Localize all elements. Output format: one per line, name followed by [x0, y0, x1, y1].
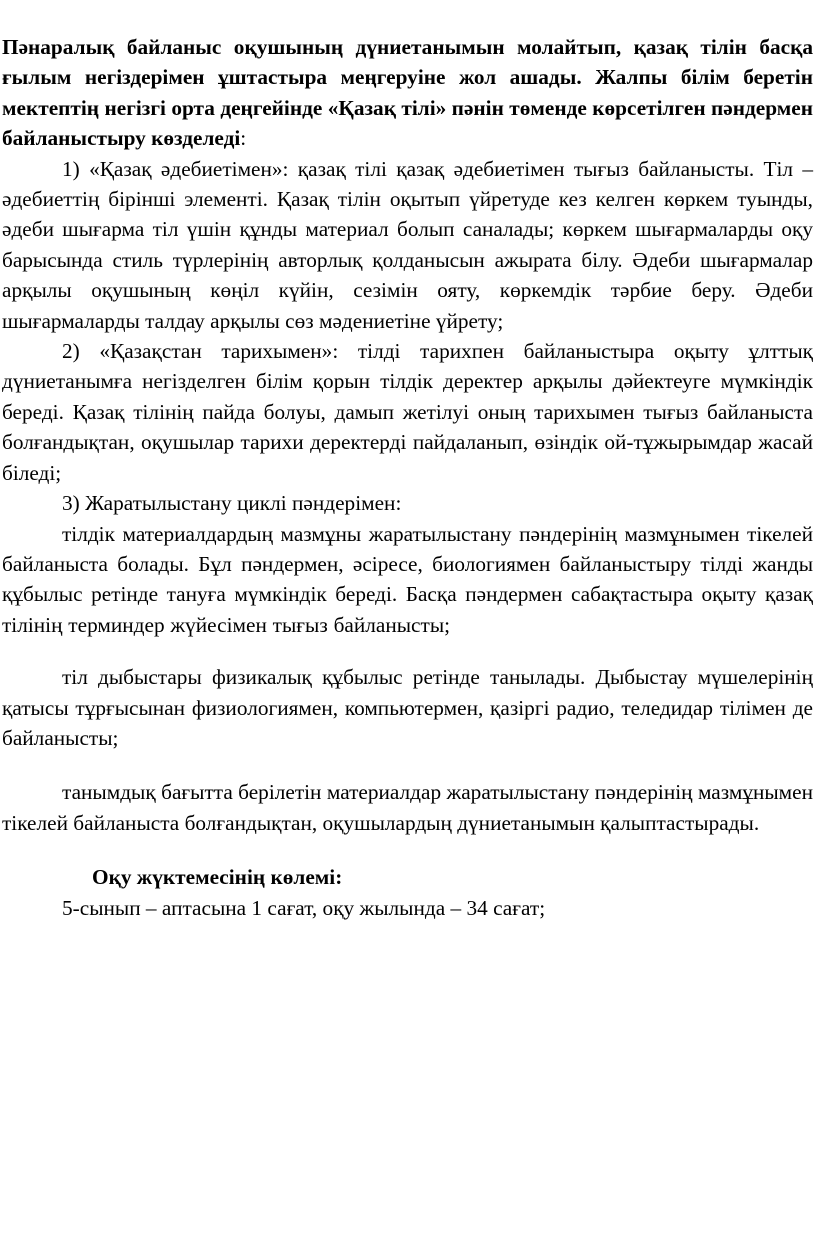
spacer: [2, 753, 813, 777]
item3-paragraph-2: тіл дыбыстары физикалық құбылыс ретінде танылады. Дыбыстау мүшелерінің қатысы тұрғысынан физиологиямен, компьютермен, қазіргі радио, теледидар тілімен де байланысты;: [2, 665, 813, 750]
intro-bold-text: Пәнаралық байланыс оқушының дүниетанымын молайтып, қазақ тілін басқа ғылым негіздерімен ұштастыра меңгеруіне жол ашады. Жалпы білім беретін мектептің негізгі орта деңгейінде «Қазақ тілі» пәнін төменде көрсетілген пәндермен байланыстыру көзделеді: [2, 35, 813, 151]
workload-heading: Оқу жүктемесінің көлемі:: [92, 865, 343, 890]
item1-literature: 1) «Қазақ әдебиетімен»: қазақ тілі қазақ әдебиетімен тығыз байланысты. Тіл – әдебиеттің бірінші элементі. Қазақ тілін оқытып үйретуде кез келген көркем туынды, әдеби шығарма тіл үшін құнды материал болып саналады; көркем шығармаларды оқу барысында стиль түрлерінің авторлық қолданысын ажырата білу. Әдеби шығармалар арқылы оқушының көңіл күйін, сезімін ояту, көркемдік тәрбие беру. Әдеби шығармаларды талдау арқылы сөз мәдениетіне үйрету;: [2, 156, 813, 333]
item3-paragraph-1: тілдік материалдардың мазмұны жаратылыстану пәндерінің мазмұнымен тікелей байланыста болады. Бұл пәндермен, әсіресе, биологиямен байланыстыру тілді жанды құбылыс ретінде тануға мүмкіндік береді. Басқа пәндермен сабақтастыра оқыту қазақ тілінің терминдер жүйесімен тығыз байланысты;: [2, 521, 813, 637]
item2-history: 2) «Қазақстан тарихымен»: тілді тарихпен байланыстыра оқыту ұлттық дүниетанымға негізделген білім қорын тілдік деректер арқылы дәйектеуге мүмкіндік береді. Қазақ тілінің пайда болуы, дамып жетілуі оның тарихымен тығыз байланыста болғандықтан, оқушылар тарихи деректерді пайдаланып, өзіндік ой-тұжырымдар жасай біледі;: [2, 339, 813, 485]
spacer: [2, 640, 813, 662]
intro-paragraph: [2, 32, 813, 154]
spacer: [2, 838, 813, 862]
workload-line: 5-сынып – аптасына 1 сағат, оқу жылында – 34 сағат;: [62, 895, 546, 920]
intro-colon: :: [240, 126, 247, 151]
item3-paragraph-3: танымдық бағытта берілетін материалдар жаратылыстану пәндерінің мазмұнымен тікелей байланыста болғандықтан, оқушылардың дүниетанымын қалыптастырады.: [2, 780, 813, 835]
item3-natural-sciences-heading: 3) Жаратылыстану циклі пәндерімен:: [62, 491, 402, 516]
